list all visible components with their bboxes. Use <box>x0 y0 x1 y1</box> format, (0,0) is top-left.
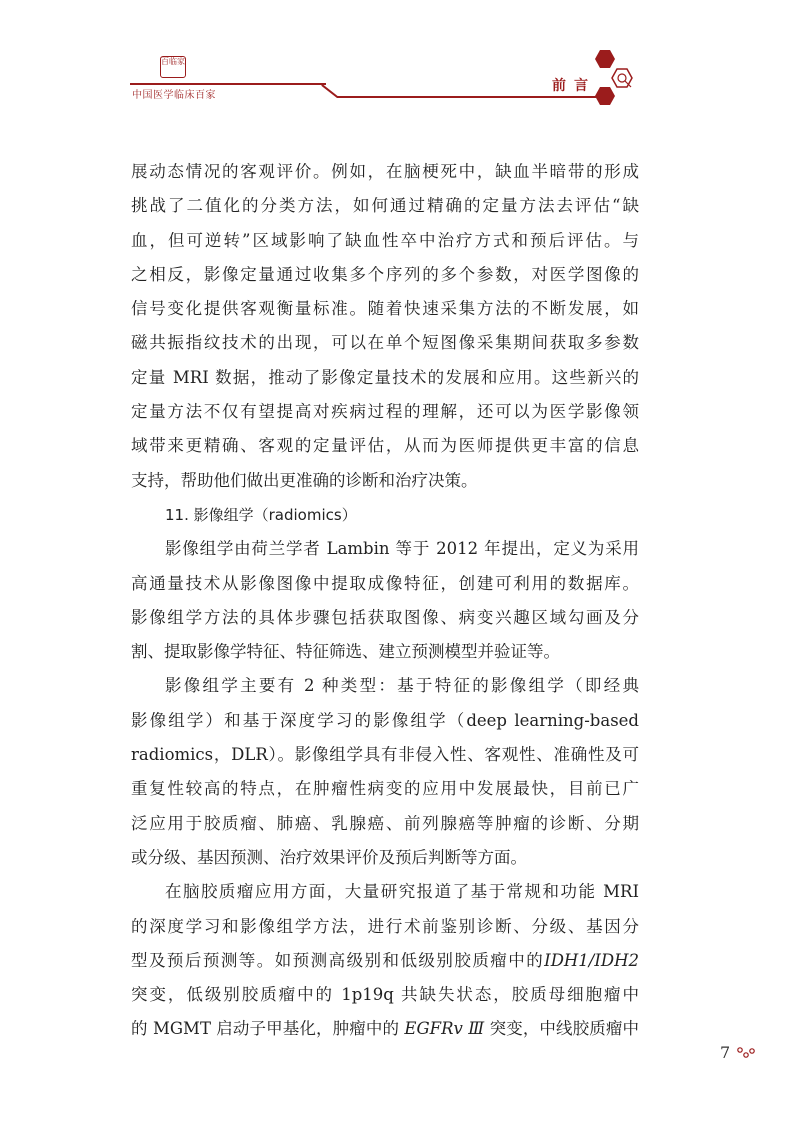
text-line: 信号变化提供客观衡量标准。随着快速采集方法的不断发展，如 <box>131 299 639 319</box>
hexagon-decoration-icon <box>585 45 645 115</box>
text-line: 血，但可逆转”区域影响了缺血性卒中治疗方式和预后评估。与 <box>131 230 639 250</box>
text-line: 泛应用于胶质瘤、肺癌、乳腺癌、前列腺癌等肿瘤的诊断、分期 <box>131 813 639 833</box>
paragraph-1 <box>131 155 639 498</box>
text-line: 突变，低级别胶质瘤中的 1p19q 共缺失状态，胶质母细胞瘤中 <box>131 985 639 1005</box>
text-line: 影像组学方法的具体步骤包括获取图像、病变兴趣区域勾画及分 <box>131 607 639 627</box>
header-rule-right <box>337 96 601 98</box>
text-line <box>131 1012 639 1046</box>
text-line: 域带来更精确、客观的定量评估，从而为医师提供更丰富的信息 <box>131 436 639 456</box>
gene-name: IDH1/IDH2 <box>544 950 639 970</box>
text-line: 在脑胶质瘤应用方面，大量研究报道了基于常规和功能 MRI <box>165 882 639 902</box>
text-line: 定量方法不仅有望提高对疾病过程的理解，还可以为医学影像领 <box>131 402 639 422</box>
text-line: 影像组学由荷兰学者 Lambin 等于 2012 年提出，定义为采用 <box>165 539 639 559</box>
text-line: 定量 MRI 数据，推动了影像定量技术的发展和应用。这些新兴的 <box>131 367 639 387</box>
text-line: 割、提取影像学特征、特征筛选、建立预测模型并验证等。 <box>131 642 560 662</box>
text-line: 挑战了二值化的分类方法，如何通过精确的定量方法去评估“缺 <box>131 196 639 216</box>
text-line: 影像组学主要有 2 种类型：基于特征的影像组学（即经典 <box>165 676 639 696</box>
series-title: 中国医学临床百家 <box>132 90 216 101</box>
page-body <box>131 155 639 1047</box>
paragraph-4 <box>131 875 639 1046</box>
text-line: 或分级、基因预测、治疗效果评价及预后判断等方面。 <box>131 847 527 867</box>
text-line: 之相反，影像定量通过收集多个序列的多个参数，对医学图像的 <box>131 264 639 284</box>
text-line: 重复性较高的特点，在肿瘤性病变的应用中发展最快，目前已广 <box>131 779 639 799</box>
text-line: 展动态情况的客观评价。例如，在脑梗死中，缺血半暗带的形成 <box>131 162 639 181</box>
logo <box>160 56 186 78</box>
page-number: 7 <box>720 1043 731 1062</box>
molecule-icon <box>737 1046 755 1060</box>
gene-name: EGFRv Ⅲ <box>404 1019 485 1039</box>
text-line <box>131 944 639 978</box>
text-line: radiomics，DLR）。影像组学具有非侵入性、客观性、准确性及可 <box>131 745 639 765</box>
section-title: 前言 <box>552 78 596 94</box>
text-line: 影像组学）和基于深度学习的影像组学（deep learning-based <box>131 710 639 730</box>
text-line: 高通量技术从影像图像中提取成像特征，创建可利用的数据库。 <box>131 573 639 593</box>
logo-text: 百临家 <box>161 57 185 66</box>
text-run: 突变，中线胶质瘤中 <box>489 1019 639 1039</box>
header-rule-slant <box>322 84 339 97</box>
text-run: 型及预后预测等。如预测高级别和低级别胶质瘤中的 <box>131 950 545 970</box>
text-line: 磁共振指纹技术的出现，可以在单个短图像采集期间获取多参数 <box>131 333 639 353</box>
section-heading: 11. 影像组学（radiomics） <box>165 505 357 524</box>
text-line: 的深度学习和影像组学方法，进行术前鉴别诊断、分级、基因分 <box>131 916 639 936</box>
text-run: 的 MGMT 启动子甲基化，肿瘤中的 <box>131 1019 400 1039</box>
text-line: 支持，帮助他们做出更准确的诊断和治疗决策。 <box>131 470 478 490</box>
paragraph-3 <box>131 669 639 875</box>
header-rule <box>130 83 326 85</box>
paragraph-2 <box>131 532 639 669</box>
